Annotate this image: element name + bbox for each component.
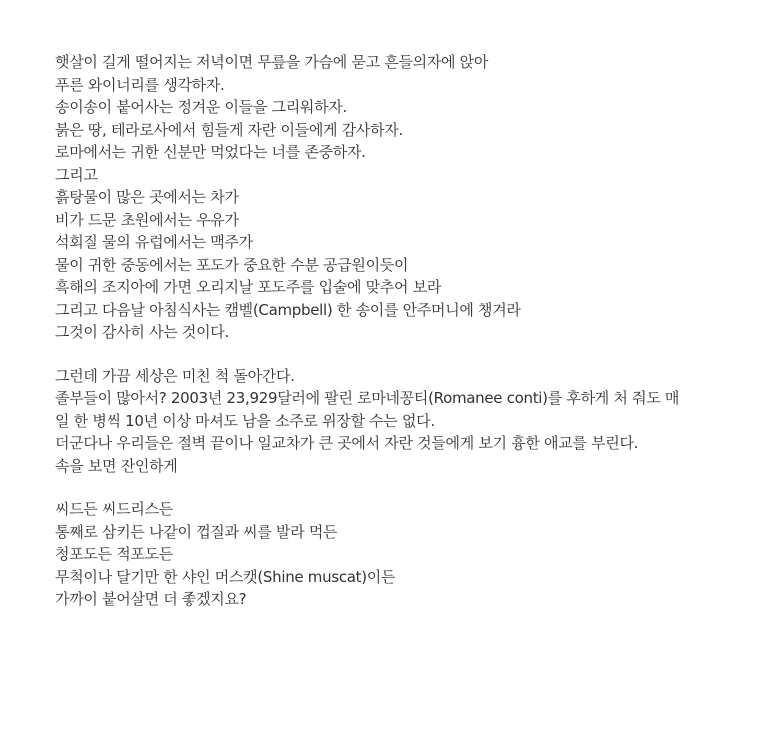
poem-line: 그것이 감사히 사는 것이다. (55, 323, 229, 341)
stanza-3 (55, 498, 727, 611)
poem-line: 햇살이 길게 떨어지는 저녁이면 무릎을 가슴에 묻고 흔들의자에 앉아 (55, 53, 489, 71)
poem-line: 무척이나 달기만 한 샤인 머스캣(Shine muscat)이든 (55, 567, 396, 586)
poem-line: 붉은 땅, 테라로사에서 힘들게 자란 이들에게 감사하자. (55, 120, 403, 139)
poem-line: 송이송이 붙어사는 정겨운 이들을 그리워하자. (55, 98, 347, 116)
poem-line: 씨드든 씨드리스든 (55, 500, 173, 518)
poem-line: 그리고 (55, 165, 98, 184)
poem-line: 청포도든 적포도든 (55, 545, 173, 563)
stanza-2 (55, 365, 727, 478)
poem-line: 물이 귀한 중동에서는 포도가 중요한 수분 공급원이듯이 (55, 255, 409, 274)
poem-line: 속을 보면 잔인하게 (55, 456, 178, 475)
poem-line: 비가 드문 초원에서는 우유가 (55, 210, 239, 229)
poem-line: 그리고 다음날 아침식사는 캠벨(Campbell) 한 송이를 안주머니에 챙겨라 (55, 300, 521, 319)
poem-line: 통째로 삼키든 나같이 껍질과 씨를 발라 먹든 (55, 522, 338, 541)
poem-line: 흑해의 조지아에 가면 오리지날 포도주를 입술에 맞추어 보라 (55, 278, 442, 296)
poem-line: 푸른 와이너리를 생각하자. (55, 75, 225, 94)
poem-line: 일 한 병씩 10년 이상 마셔도 남을 소주로 위장할 수는 없다. (55, 411, 435, 430)
poem-line: 졸부들이 많아서? 2003년 23,929달러에 팔린 로마네꽁티(Romanee conti)를 후하게 처 줘도 매 (55, 389, 680, 407)
poem-line: 석회질 물의 유럽에서는 맥주가 (55, 233, 253, 251)
poem-line: 흙탕물이 많은 곳에서는 차가 (55, 188, 239, 206)
poem-line: 가까이 붙어살면 더 좋겠지요? (55, 590, 247, 608)
stanza-1 (55, 51, 727, 344)
poem-body (55, 51, 727, 611)
poem-line: 로마에서는 귀한 신분만 먹었다는 너를 존중하자. (55, 143, 366, 161)
poem-line: 그런데 가끔 세상은 미친 척 돌아간다. (55, 366, 295, 385)
poem-line: 더군다나 우리들은 절벽 끝이나 일교차가 큰 곳에서 자란 것들에게 보기 흉한 애교를 부린다. (55, 434, 639, 452)
